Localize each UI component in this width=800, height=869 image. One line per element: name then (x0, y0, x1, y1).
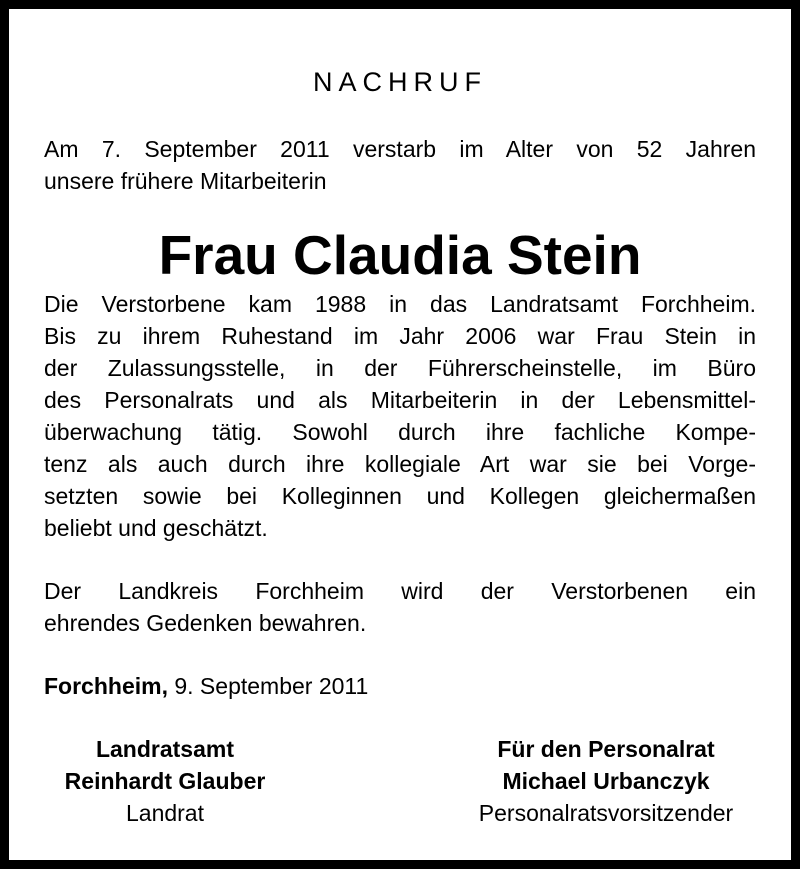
body-line: überwachung tätig. Sowohl durch ihre fachliche Kompe- (44, 419, 756, 445)
body-line: der Zulassungsstelle, in der Führerscheinstelle, im Büro (44, 355, 756, 381)
signature-left (0, 733, 335, 829)
deceased-name: Frau Claudia Stein (158, 224, 642, 286)
place-date (44, 670, 756, 702)
body-line: Die Verstorbene kam 1988 in das Landratsamt Forchheim. (44, 291, 756, 317)
signature-role: Landrat (125, 800, 204, 826)
signature-name: Michael Urbanczyk (502, 768, 710, 794)
signature-org: Für den Personalrat (497, 736, 715, 762)
closing-line: Der Landkreis Forchheim wird der Verstorbenen ein (44, 578, 756, 604)
body-line: setzten sowie bei Kolleginnen und Kollegen gleichermaßen (44, 483, 756, 509)
body-line: des Personalrats und als Mitarbeiterin in der Lebensmittel- (44, 387, 756, 413)
place: Forchheim, (44, 673, 168, 699)
signature-name: Reinhardt Glauber (64, 768, 266, 794)
date: 9. September 2011 (167, 673, 369, 699)
signature-role: Personalratsvorsitzender (478, 800, 734, 826)
signature-org: Landratsamt (95, 736, 235, 762)
notice-title: NACHRUF (313, 67, 487, 97)
closing-line: ehrendes Gedenken bewahren. (44, 610, 367, 636)
intro-line: Am 7. September 2011 verstarb im Alter von 52 Jahren (44, 136, 756, 162)
body-line: Bis zu ihrem Ruhestand im Jahr 2006 war Frau Stein in (44, 323, 756, 349)
signature-right (436, 733, 776, 829)
body-line: beliebt und geschätzt. (44, 515, 268, 541)
body-line: tenz als auch durch ihre kollegiale Art war sie bei Vorge- (44, 451, 756, 477)
intro-line: unsere frühere Mitarbeiterin (44, 168, 327, 194)
